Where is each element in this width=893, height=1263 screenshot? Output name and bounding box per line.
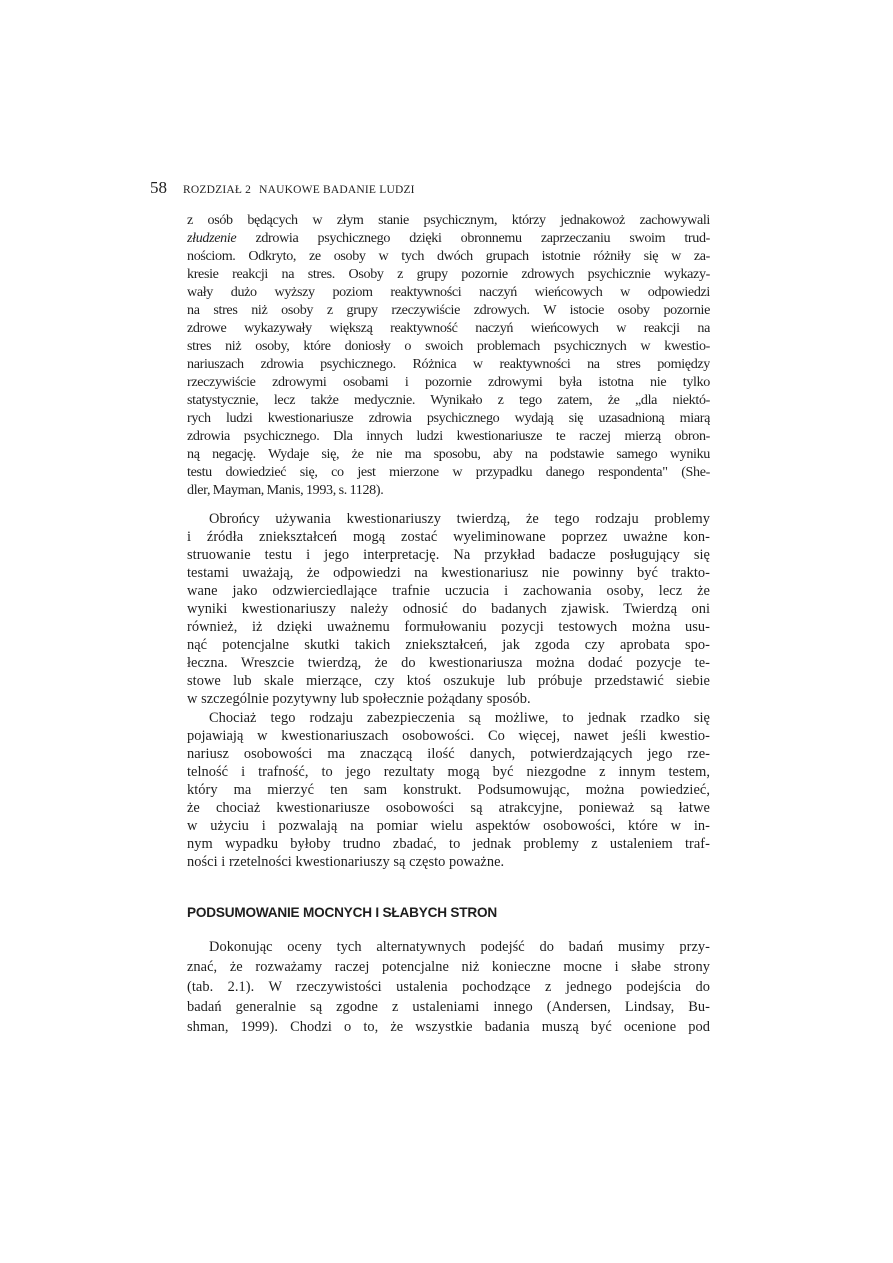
text-line: łeczna. Wreszcie twierdzą, że do kwestionariusza można dodać pozycje te- bbox=[187, 655, 710, 671]
text-line: testami uważają, że odpowiedzi na kwestionariusz nie powinny być trakto- bbox=[187, 565, 710, 581]
text-line: ną negację. Wydaje się, że nie ma sposobu, aby na podstawie samego wyniku bbox=[187, 446, 710, 462]
text-line: nym wypadku byłoby trudno zbadać, to jednak problemy z ustaleniem traf- bbox=[187, 836, 710, 852]
text-line: (tab. 2.1). W rzeczywistości ustalenia pochodzące z jednego podejścia do bbox=[187, 979, 710, 995]
text-line: Dokonując oceny tych alternatywnych podejść do badań musimy przy- bbox=[209, 939, 710, 955]
text-line: nariusz osobowości ma znaczącą ilość danych, potwierdzających jego rze- bbox=[187, 746, 710, 762]
paragraph-safeguards bbox=[187, 709, 710, 871]
text-line: na stres niż osoby z grupy rzeczywiście zdrowych. W istocie osoby pozornie bbox=[187, 302, 710, 318]
text-line: wyniki kwestionariuszy należy odnosić do badanych zjawisk. Twierdzą oni bbox=[187, 601, 710, 617]
chapter-label: ROZDZIAŁ 2 bbox=[183, 184, 252, 196]
text-line-rest: zdrowia psychicznego dzięki obronnemu zaprzeczaniu swoim trud- bbox=[236, 230, 710, 246]
text-line: testu dowiedzieć się, co jest mierzone w przypadku danego respondenta" (She- bbox=[187, 464, 710, 480]
text-line: nościom. Odkryto, ze osoby w tych dwóch grupach istotnie różniły się w za- bbox=[187, 248, 710, 264]
text-line: stres niż osoby, które doniosły o swoich problemach psychicznych w kwestio- bbox=[187, 338, 710, 354]
text-line: badań generalnie są zgodne z ustaleniami innego (Andersen, Lindsay, Bu- bbox=[187, 999, 710, 1015]
running-head bbox=[150, 178, 710, 200]
text-line: znać, że rozważamy raczej potencjalne niż konieczne mocne i słabe strony bbox=[187, 959, 710, 975]
text-line: w szczególnie pozytywny lub społecznie pożądany sposób. bbox=[187, 691, 531, 707]
text-line: również, iż dzięki uważnemu formułowaniu pozycji testowych można usu- bbox=[187, 619, 710, 635]
page-number: 58 bbox=[150, 178, 167, 197]
text-line: kresie reakcji na stres. Osoby z grupy pozornie zdrowych psychicznie wykazy- bbox=[187, 266, 710, 282]
text-line: Chociaż tego rodzaju zabezpieczenia są możliwe, to jednak rzadko się bbox=[209, 710, 710, 726]
text-line: pojawiają w kwestionariuszach osobowości. Co więcej, nawet jeśli kwestio- bbox=[187, 728, 710, 744]
text-line: wane jako odzwierciedlające trafnie uczucia i zachowania osoby, lecz że bbox=[187, 583, 710, 599]
text-line: stowe lub skale mierzące, czy ktoś oszukuje lub próbuje przedstawić siebie bbox=[187, 673, 710, 689]
text-line: Obrońcy używania kwestionariuszy twierdzą, że tego rodzaju problemy bbox=[209, 511, 710, 527]
text-line: shman, 1999). Chodzi o to, że wszystkie badania muszą być ocenione pod bbox=[187, 1019, 710, 1035]
emphasized-term: złudzenie bbox=[187, 230, 237, 246]
text-line bbox=[187, 229, 710, 247]
paragraph-defenders bbox=[187, 510, 710, 708]
text-line: struowanie testu i jego interpretację. Na przykład badacze posługujący się bbox=[187, 547, 710, 563]
text-line: nariuszach zdrowia psychicznego. Różnica w reaktywności na stres pomiędzy bbox=[187, 356, 710, 372]
text-line: w użyciu i pozwalają na pomiar wielu aspektów osobowości, które w in- bbox=[187, 818, 710, 834]
text-line: że chociaż kwestionariusze osobowości są atrakcyjne, ponieważ są łatwe bbox=[187, 800, 710, 816]
section-heading: PODSUMOWANIE MOCNYCH I SŁABYCH STRON bbox=[187, 905, 497, 920]
chapter-title: NAUKOWE BADANIE LUDZI bbox=[259, 184, 415, 196]
text-line: i źródła zniekształceń mogą zostać wyeliminowane poprzez uważne kon- bbox=[187, 529, 710, 545]
text-line: zdrowia psychicznego. Dla innych ludzi kwestionariusze te raczej mierzą obron- bbox=[187, 428, 710, 444]
text-line: dler, Mayman, Manis, 1993, s. 1128). bbox=[187, 482, 384, 498]
text-line: statystycznie, lecz także medycznie. Wynikało z tego zatem, że „dla niektó- bbox=[187, 392, 710, 408]
text-line: rych ludzi kwestionariusze zdrowia psychicznego wydają się uzasadnioną miarą bbox=[187, 410, 710, 426]
text-line: wały dużo wyższy poziom reaktywności naczyń wieńcowych w odpowiedzi bbox=[187, 284, 710, 300]
text-line: nąć potencjalne skutki takich zniekształceń, jak zgoda czy aprobata spo- bbox=[187, 637, 710, 653]
paragraph-summary bbox=[187, 937, 710, 1037]
text-line: telność i trafność, to jego rezultaty mogą być niezgodne z innym testem, bbox=[187, 764, 710, 780]
text-line: rzeczywiście zdrowymi osobami i pozornie zdrowymi była istotna nie tylko bbox=[187, 374, 710, 390]
text-line: z osób będących w złym stanie psychicznym, którzy jednakowoż zachowywali bbox=[187, 212, 710, 228]
text-line: ności i rzetelności kwestionariuszy są często poważne. bbox=[187, 854, 505, 870]
text-line: który ma mierzyć ten sam konstrukt. Podsumowując, można powiedzieć, bbox=[187, 782, 710, 798]
paragraph-continuation bbox=[187, 211, 710, 499]
text-line: zdrowe wykazywały większą reaktywność naczyń wieńcowych w reakcji na bbox=[187, 320, 710, 336]
